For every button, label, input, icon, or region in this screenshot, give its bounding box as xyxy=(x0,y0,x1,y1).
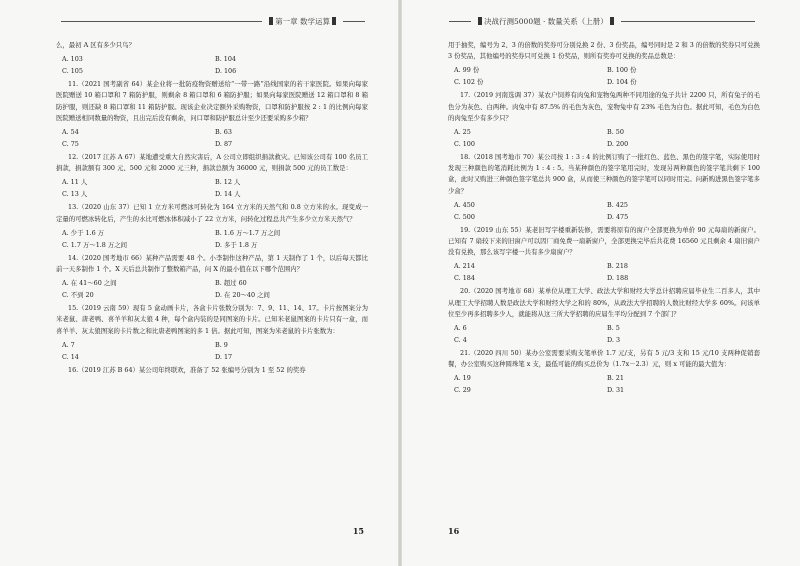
answer-option: B. 100 份 xyxy=(607,66,637,75)
answer-option: A. 103 xyxy=(62,55,83,64)
answer-option: B. 425 xyxy=(607,200,628,209)
answer-option: C. 4 xyxy=(454,336,467,345)
answer-option: D. 14 人 xyxy=(215,190,241,199)
question-block xyxy=(448,152,760,223)
answer-options xyxy=(448,126,760,150)
answer-option: A. 11 人 xyxy=(62,178,88,187)
header-rule xyxy=(621,21,755,22)
question-text: 16.（2019 江苏 B 64）某公司年终联欢，准备了 52 张编号分别为 1 至 52 的奖券 xyxy=(68,365,306,374)
header-rule xyxy=(449,21,471,22)
answer-options xyxy=(56,277,368,301)
answer-option: C. 100 xyxy=(454,140,475,149)
answer-option: A. 214 xyxy=(454,262,475,271)
question-block xyxy=(56,253,368,301)
answer-option: C. 不到 20 xyxy=(62,291,94,300)
answer-option: A. 少于 1.6 万 xyxy=(62,228,105,237)
page-number-left: 15 xyxy=(352,526,364,536)
question-text: 12.（2017 江苏 A 67）某地遭受重大自然灾害后，A 公司立即组织捐款救灾。已知该公司有 100 名员工捐款，捐款额有 300 元、500 元和 2000 元三种，捐款总额为 36000 元，则捐款 500 元的员工数是： xyxy=(56,153,368,173)
header-rule xyxy=(61,21,262,22)
answer-option: A. 450 xyxy=(454,200,475,209)
answer-options xyxy=(56,227,368,251)
answer-options xyxy=(56,339,368,363)
question-block xyxy=(56,365,368,376)
question-block xyxy=(56,202,368,250)
answer-option: C. 102 份 xyxy=(454,78,484,87)
question-block xyxy=(56,303,368,363)
answer-option: B. 21 xyxy=(607,374,624,383)
chapter-label: 第一章 xyxy=(275,16,298,26)
answer-option: D. 17 xyxy=(215,352,233,361)
answer-option: B. 104 xyxy=(215,55,236,64)
question-text: 13.（2020 山东 37）已知 1 立方米可燃冰可转化为 164 立方米的天然气和 0.8 立方米的水。现变成一定量的可燃冰转化后，产生的水比可燃冰体积减小了 22 立方米，问转化过程总共产生多少立方米天然气？ xyxy=(56,203,368,223)
answer-option: D. 200 xyxy=(607,140,629,149)
answer-option: D. 475 xyxy=(607,212,629,221)
question-block xyxy=(448,40,760,88)
answer-options xyxy=(448,199,760,223)
answer-option: D. 31 xyxy=(607,386,625,395)
question-block xyxy=(448,348,760,396)
answer-option: B. 5 xyxy=(607,324,620,333)
answer-option: C. 105 xyxy=(62,67,83,76)
answer-option: D. 188 xyxy=(607,274,629,283)
question-block xyxy=(448,286,760,346)
answer-option: C. 29 xyxy=(454,386,471,395)
header-mark xyxy=(269,17,273,25)
book-title: 决战行测5000题 · 数量关系（上册） xyxy=(484,16,608,26)
question-text: 用于抽奖，编号为 2、3 的倍数的奖券可分别兑换 2 份、3 份奖品，编号同时是 2 和 3 的倍数的奖券只可兑换 3 份奖品，其他编号的奖券只可兑换 1 份奖品，则所有奖券可兑换的奖品总数是： xyxy=(448,41,760,61)
answer-option: C. 1.7 万～1.8 万之间 xyxy=(62,240,128,249)
answer-option: B. 63 xyxy=(215,128,232,137)
question-block xyxy=(448,90,760,150)
answer-option: B. 1.6 万～1.7 万之间 xyxy=(215,228,281,237)
answer-option: C. 13 人 xyxy=(62,190,88,199)
question-text: 21.（2020 四川 50）某办公室需要采购支笔单价 1.7 元/支，另有 5 元/3 支和 15 元/10 支两种促销套餐，办公室购买这种圆珠笔 x 支，最低可能的购买总价为（1.7x－2.3）元，则 x 可能的最大值为： xyxy=(448,349,760,369)
answer-option: D. 多于 1.8 万 xyxy=(215,240,258,249)
answer-option: D. 在 20～40 之间 xyxy=(215,291,270,300)
question-block xyxy=(448,225,760,285)
answer-option: A. 99 份 xyxy=(454,66,480,75)
answer-option: B. 9 xyxy=(215,340,228,349)
question-text: 20.（2020 国考地市 68）某单位从理工大学、政法大学和财经大学总计招聘应届毕业生二百多人，其中从理工大学招聘人数是政法大学和财经大学之和的 80%，从政法大学招聘的人数比财经大学多 60%。问该单位至少再多招聘多少人，就能将从这三所大学招聘的应届生平均分配到 7 个部门？ xyxy=(448,287,760,318)
header-mark xyxy=(610,17,614,25)
right-page xyxy=(400,0,800,566)
answer-options xyxy=(448,322,760,346)
answer-option: A. 54 xyxy=(62,128,79,137)
answer-options xyxy=(448,260,760,284)
answer-options xyxy=(56,126,368,150)
question-block xyxy=(56,40,368,77)
answer-options xyxy=(448,372,760,396)
answer-options xyxy=(448,64,760,88)
header-rule xyxy=(343,21,365,22)
answer-options xyxy=(56,176,368,200)
chapter-title: 数学运算 xyxy=(300,16,330,26)
header-mark xyxy=(332,17,336,25)
left-page-header xyxy=(56,13,370,29)
answer-option: C. 14 xyxy=(62,352,79,361)
page-number-right: 16 xyxy=(448,526,460,536)
answer-option: A. 6 xyxy=(454,324,467,333)
answer-option: B. 超过 60 xyxy=(215,279,247,288)
answer-option: D. 87 xyxy=(215,140,233,149)
answer-option: A. 7 xyxy=(62,340,75,349)
question-text: 17.（2019 河南选调 37）某农户饲养有肉兔和宠物兔两种不同用途的兔子共计 2200 只，所有兔子的毛色分为灰色、白两种。肉兔中有 87.5% 的毛色为灰色，宠物兔中有 23% 毛色为白色。据此可知，毛色为白色的肉兔至少有多少只？ xyxy=(448,91,760,122)
header-mark xyxy=(478,17,482,25)
answer-option: C. 184 xyxy=(454,274,475,283)
answer-option: D. 106 xyxy=(215,67,237,76)
question-text: 19.（2019 山东 55）某老旧写字楼重新装修，需要将原有的窗户全部更换为单价 90 元每扇的新窗户。已知有 7 扇较下来的旧窗户可以因厂商免费一扇新窗户，全部更换完毕后共花费 16560 元且剩余 4 扇旧窗户没有兑换，那么该写字楼一共有多少扇窗户？ xyxy=(448,225,760,257)
right-page-body xyxy=(448,40,760,398)
answer-option: D. 3 xyxy=(607,336,621,345)
answer-option: C. 75 xyxy=(62,140,79,149)
answer-options xyxy=(56,53,368,77)
answer-option: A. 19 xyxy=(454,374,471,383)
question-block xyxy=(56,79,368,150)
question-text: 11.（2021 国考副省 64）某企业将一批防疫物资赠送给“一带一路”沿线国家的若干家医院。如果向每家医院赠送 10 箱口罩和 7 箱防护服，则剩余 8 箱口罩和 6 箱防护服；如果向每家医院赠送 12 箱口罩和 8 箱防护服，则还缺 8 箱口罩和 11 箱防护服。现该企业决定额外采购物资，口罩和防护服按 2 : 1 的比例向每家医院赠送相同数量的物资，且出完后没有剩余，问口罩和防护服总计至少还要采购多少箱？ xyxy=(56,80,368,122)
answer-option: B. 50 xyxy=(607,128,624,137)
question-text: 14.（2020 国考地市 66）某种产品需要 48 个。小李制作这种产品，第 1 天制作了 1 个，以后每天都比前一天多制作 1 个。X 天后总共制作了整数箱产品，问 X 的最小值在以下哪个范围内？ xyxy=(56,253,368,274)
answer-option: A. 25 xyxy=(454,128,471,137)
question-block xyxy=(56,152,368,200)
answer-option: C. 500 xyxy=(454,212,475,221)
left-page-body xyxy=(56,40,368,377)
answer-option: B. 218 xyxy=(607,262,628,271)
answer-option: A. 在 41～60 之间 xyxy=(62,279,117,288)
question-text: 18.（2018 国考地市 70）某公司按 1 : 3 : 4 的比例订购了一批红色、蓝色、黑色的签字笔，实际使用时发现三种颜色的笔消耗比例为 1 : 4 : 5。当某种颜色的签字笔用完时，发现另两种颜色的签字笔共剩下 100 盒，此时又购进三种颜色签字笔总共 900 盒，从而使三种颜色的签字笔可以同时用完。问新购进黑色签字笔多少盒？ xyxy=(448,153,760,195)
right-page-header xyxy=(444,13,760,29)
answer-option: B. 12 人 xyxy=(215,178,241,187)
question-text: 么，最初 A 区有多少只鸟？ xyxy=(56,41,135,49)
answer-option: D. 104 份 xyxy=(607,78,637,87)
question-text: 15.（2019 云南 59）现有 5 盒动画卡片，各盒卡片张数分别为：7、9、11、14、17。卡片按图案分为米老鼠、唐老鸭、喜羊羊和灰太狼 4 种，每个盒内装的是同图案的卡片。已知米老鼠图案的卡片只有一盒，而喜羊羊、灰太狼图案的卡片数之和比唐老鸭图案的多 1 倍。据此可知，图案为米老鼠的卡片张数为： xyxy=(56,304,368,335)
